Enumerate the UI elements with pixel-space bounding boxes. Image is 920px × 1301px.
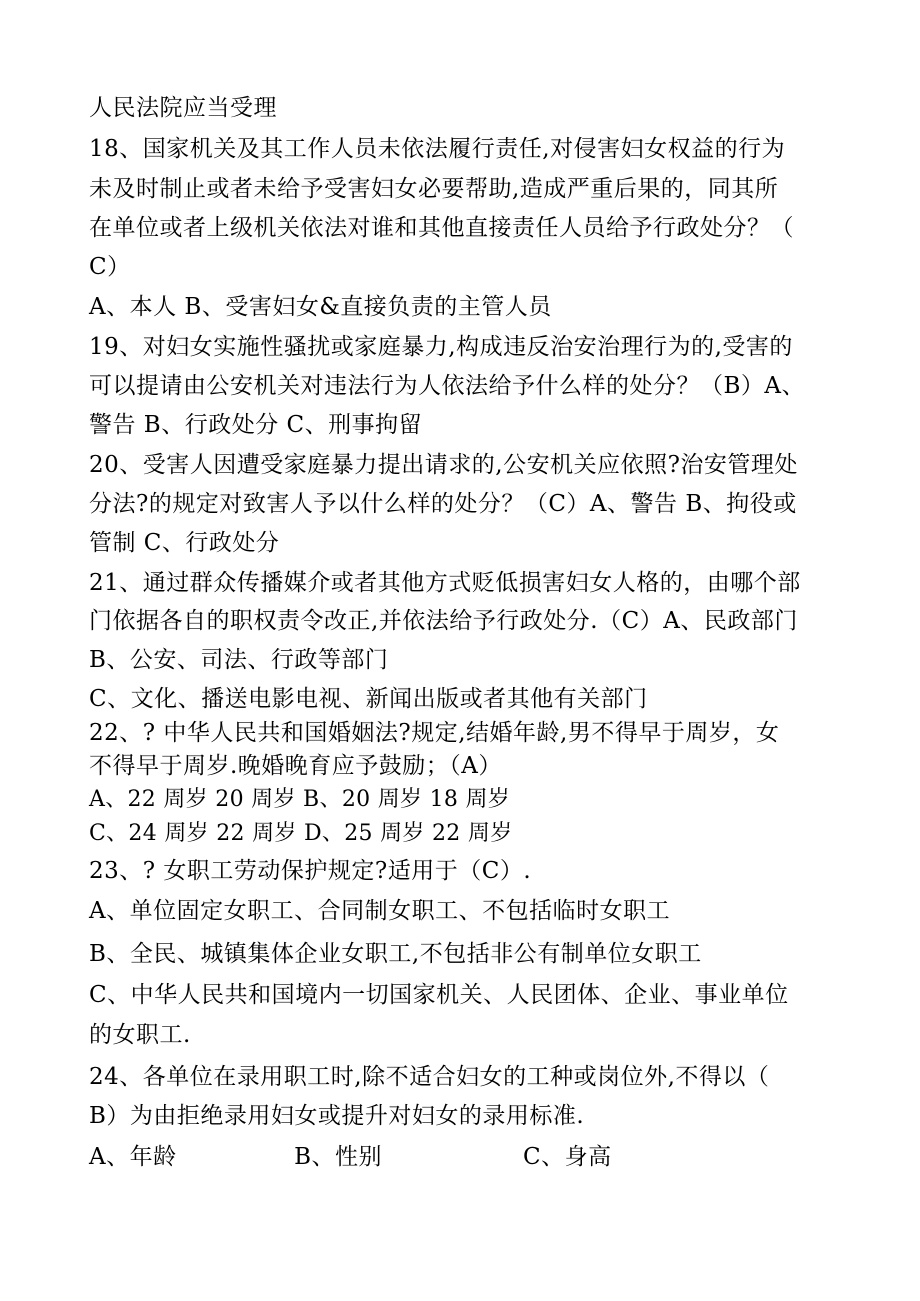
text-line: C、文化、播送电影电视、新闻出版或者其他有关部门 bbox=[89, 686, 648, 712]
text-line: C、中华人民共和国境内一切国家机关、人民团体、企业、事业单位 bbox=[89, 982, 789, 1008]
text-line: 警告 B、行政处分 C、刑事拘留 bbox=[89, 412, 423, 438]
text-line: 门依据各自的职权责令改正,并依法给予行政处分.（C）A、民政部门 bbox=[89, 608, 798, 634]
text-line: 可以提请由公安机关对违法行为人依法给予什么样的处分？（B）A、 bbox=[89, 373, 806, 399]
text-line: 21、通过群众传播媒介或者其他方式贬低损害妇女人格的，由哪个部 bbox=[89, 570, 801, 596]
text-line: C） bbox=[89, 254, 131, 280]
text-line: 的女职工. bbox=[89, 1022, 191, 1048]
text-line: A、22 周岁 20 周岁 B、20 周岁 18 周岁 bbox=[89, 787, 511, 812]
text-line: 19、对妇女实施性骚扰或家庭暴力,构成违反治安治理行为的,受害的 bbox=[89, 334, 793, 360]
text-line: B、公安、司法、行政等部门 bbox=[89, 647, 389, 673]
text-line: 20、受害人因遭受家庭暴力提出请求的,公安机关应依照?治安管理处 bbox=[89, 452, 798, 478]
text-line: 不得早于周岁.晚婚晚育应予鼓励；（A） bbox=[89, 753, 502, 779]
text-line: B、全民、城镇集体企业女职工,不包括非公有制单位女职工 bbox=[89, 941, 702, 967]
text-line: A、单位固定女职工、合同制女职工、不包括临时女职工 bbox=[89, 898, 671, 924]
text-line: A、本人 B、受害妇女&直接负责的主管人员 bbox=[89, 294, 552, 320]
text-line: C、24 周岁 22 周岁 D、25 周岁 22 周岁 bbox=[89, 821, 513, 846]
text-line: B）为由拒绝录用妇女或提升对妇女的录用标准. bbox=[89, 1103, 585, 1129]
text-line: 在单位或者上级机关依法对谁和其他直接责任人员给予行政处分？（ bbox=[89, 215, 794, 241]
text-line: A、年龄 B、性别 C、身高 bbox=[89, 1144, 612, 1170]
text-line: 管制 C、行政处分 bbox=[89, 530, 280, 556]
text-line: 分法?的规定对致害人予以什么样的处分？（C）A、警告 B、拘役或 bbox=[89, 491, 797, 517]
text-line: 18、国家机关及其工作人员未依法履行责任,对侵害妇女权益的行为 bbox=[89, 136, 786, 162]
text-line: 未及时制止或者未给予受害妇女必要帮助,造成严重后果的，同其所 bbox=[89, 176, 779, 202]
text-line: 23、? 女职工劳动保护规定?适用于（C）. bbox=[89, 858, 532, 884]
text-line: 人民法院应当受理 bbox=[89, 95, 277, 121]
text-line: 24、各单位在录用职工时,除不适合妇女的工种或岗位外,不得以（ bbox=[89, 1064, 770, 1090]
text-line: 22、? 中华人民共和国婚姻法?规定,结婚年龄,男不得早于周岁，女 bbox=[89, 720, 780, 746]
